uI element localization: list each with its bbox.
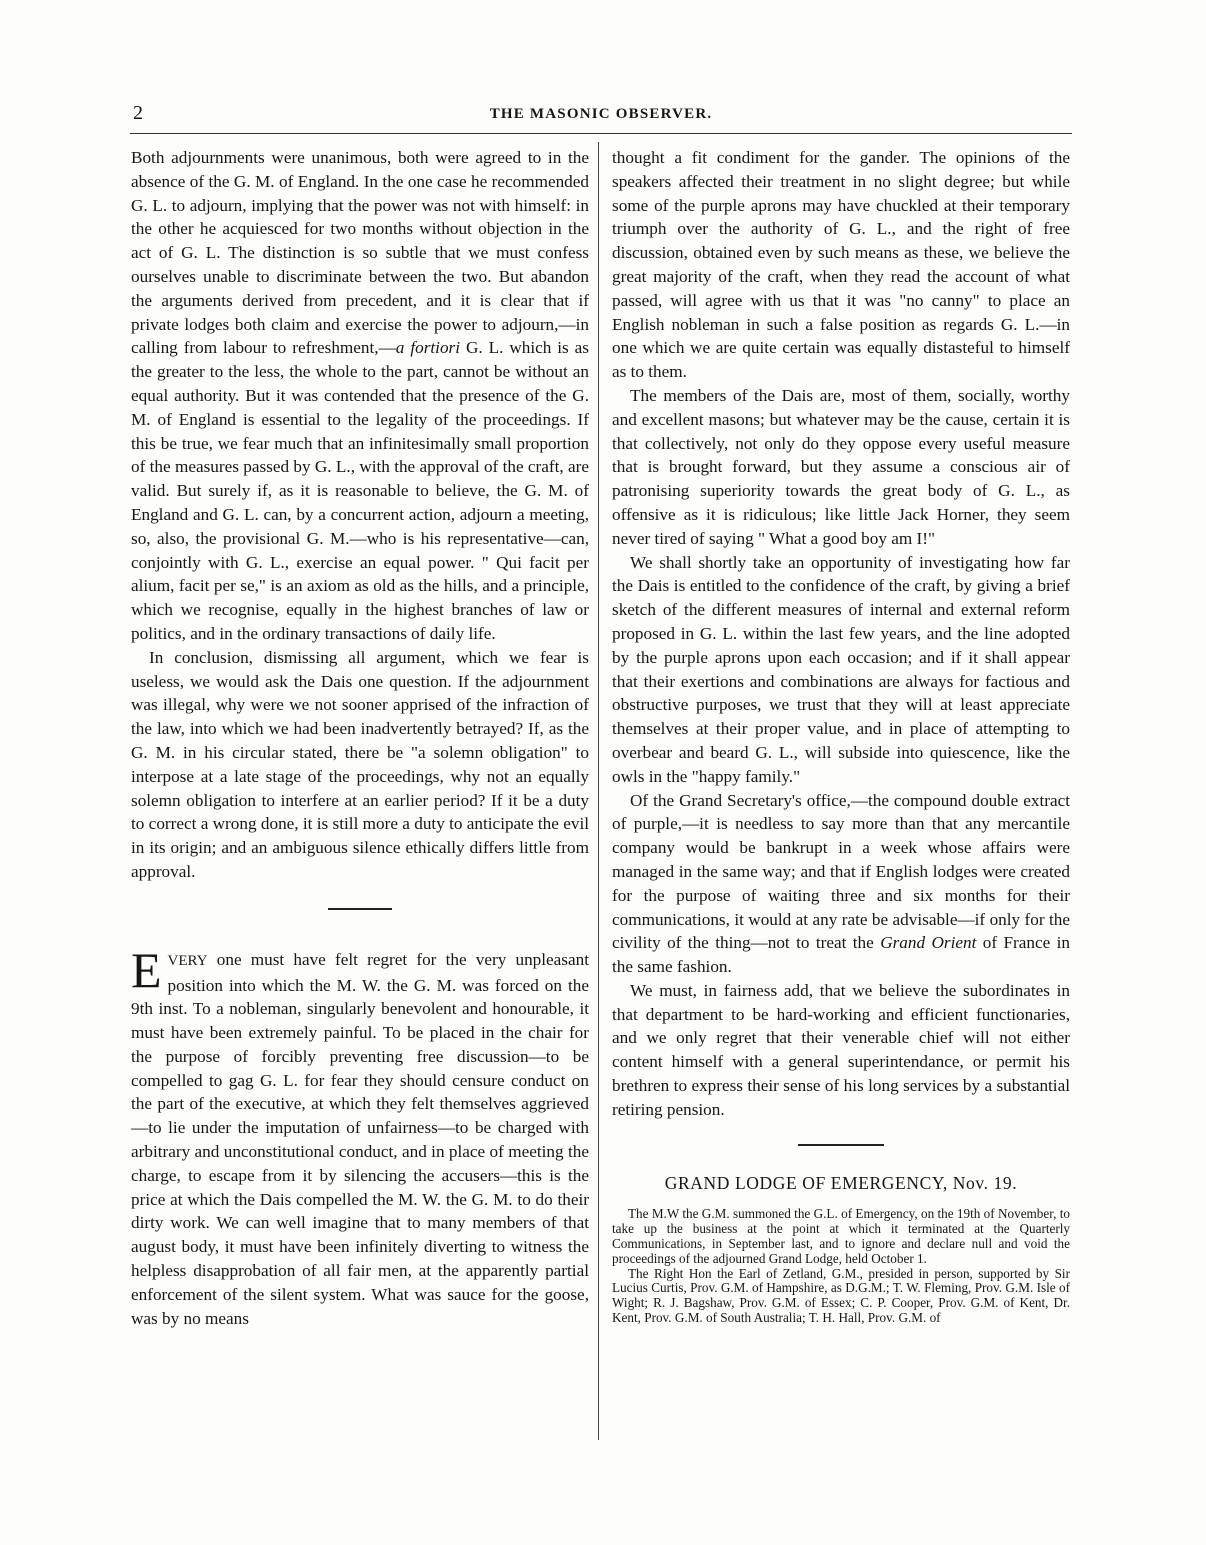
paragraph: thought a fit condiment for the gander. The opinions of the speakers affected their treatment in no slight degree; but while some of the purple aprons may have chuckled at their temporary triumph over the authority of G. L., and the right of free discussion, obtained even by such means as these, we believe the great majority of the craft, when they read the account of what passed, will agree with us that it was "no canny" to place an English nobleman in such a false position as regards G. L.—in one which we are quite certain was equally distasteful to himself as to them. (612, 148, 1070, 382)
publication-title: THE MASONIC OBSERVER. (489, 106, 713, 122)
paragraph: We must, in fairness add, that we believe the subordinates in that department to be hard-working and efficient functionaries, and we only regret that their venerable chief will not either content himself with a general superintendance, or permit his brethren to express their sense of his long services by a substantial retiring pension. (612, 980, 1070, 1119)
paragraph (131, 941, 589, 1331)
paragraph: We shall shortly take an opportunity of investigating how far the Dais is entitled to the confidence of the craft, by giving a brief sketch of the different measures of internal and external reform proposed in G. L. within the last few years, and the line adopted by the purple aprons upon each occasion; and if it shall appear that their exertions and combinations are always for factious and obstructive purposes, we trust that they will at least appreciate themselves at their proper value, and in place of attempting to overbear and beard G. L., will subside into quiescence, like the owls in the "happy family." (612, 552, 1070, 786)
paragraph (131, 146, 589, 646)
italic-text: Grand Orient (880, 933, 977, 953)
text-run: of France in the same fashion. (612, 933, 1070, 977)
left-column (131, 146, 589, 1330)
right-column (612, 146, 1070, 1326)
italic-text: a fortiori (395, 338, 460, 358)
page-header (130, 100, 1072, 128)
text-run: Both adjournments were unanimous, both were agreed to in the absence of the G. M. of England. In the one case he recommended G. L. to adjourn, implying that the power was not with himself: in the other he acquiesced for two months without objection in the act of G. L. The distinction is so subtle that we must confess ourselves unable to discriminate between the two. But abandon the arguments derived from precedent, and it is clear that if private lodges both claim and exercise the power to adjourn,—in calling from labour to refreshment,— (131, 148, 589, 358)
drop-cap: E (131, 941, 162, 998)
paragraph: In conclusion, dismissing all argument, which we fear is useless, we would ask the Dais one question. If the adjournment was illegal, why were we not sooner apprised of the infraction of the law, into which we had been inadvertently betrayed? If, as the G. M. in his circular stated, there be "a solemn obligation" to interpose at a late stage of the proceedings, why not an equally solemn obligation to interfere at an earlier period? If it be a duty to correct a wrong done, it is still more a duty to anticipate the evil in its origin; and an ambiguous silence ethically differs little from approval. (131, 647, 589, 881)
paragraph (612, 789, 1070, 979)
report-text (612, 1207, 1070, 1325)
text-run: Of the Grand Secretary's office,—the compound double extract of purple,—it is needless to say more than that any mercantile company would be bankrupt in a week whose affairs were managed in the same way; and that if English lodges were created for the purpose of waiting three and six months for their communications, it would at any rate be advisable—if only for the civility of the thing—not to treat the (612, 790, 1070, 953)
page-number: 2 (133, 102, 143, 124)
header-rule (130, 133, 1072, 134)
section-heading: GRAND LODGE OF EMERGENCY, Nov. 19. (664, 1172, 1018, 1193)
text-run: one must have felt regret for the very unpleasant position into which the M. W. the G. M. was forced on the 9th inst. To a nobleman, singularly benevolent and honourable, it must have been extremely painful. To be placed in the chair for the purpose of forcibly preventing free discussion—to be compelled to gag G. L. for fear they should censure conduct on the part of the executive, at which they felt themselves aggrieved—to lie under the imputation of unfairness—to be charged with arbitrary and unconstitutional conduct, and in place of meeting the charge, to escape from it by silencing the accusers—this is the price at which the Dais compelled the M. W. the G. M. to do their dirty work. We can well imagine that to many members of that august body, it must have been infinitely diverting to witness the helpless disapprobation of all fair men, at the apparently partial enforcement of the silent system. What was sauce for the goose, was by no means (131, 949, 589, 1328)
small-caps-text: VERY (167, 952, 208, 969)
column-divider (598, 142, 599, 1440)
text-run: G. L. which is as the greater to the less, the whole to the part, cannot be without an equal authority. But it was contended that the presence of the G. M. of England is essential to the legality of the proceedings. If this be true, we fear much that an infinitesimally small proportion of the measures passed by G. L., with the approval of the craft, are valid. But surely if, as it is reasonable to believe, the G. M. of England and G. L. can, by a concurrent action, adjourn a meeting, so, also, the provisional G. M.—who is his representative—can, conjointly with G. L., exercise an equal power. " Qui facit per alium, facit per se," is an axiom as old as the hills, and a principle, which we recognise, equally in the highest branches of law or politics, and in the ordinary transactions of daily life. (131, 338, 589, 643)
paragraph: The members of the Dais are, most of them, socially, worthy and excellent masons; but whatever may be the cause, certain it is that collectively, not only do they oppose every useful measure that is brought forward, but they assume a conscious air of patronising superiority towards the great body of G. L., as offensive as it is ridiculous; like little Jack Horner, they seem never tired of saying " What a good boy am I!" (612, 385, 1070, 548)
paragraph: The M.W the G.M. summoned the G.L. of Emergency, on the 19th of November, to take up the business at the point at which it terminated at the Quarterly Communications, in September last, and to ignore and declare null and void the proceedings of the adjourned Grand Lodge, held October 1. (612, 1206, 1070, 1266)
paragraph: The Right Hon the Earl of Zetland, G.M., presided in person, supported by Sir Lucius Curtis, Prov. G.M. of Hampshire, as D.G.M.; T. W. Fleming, Prov. G.M. Isle of Wight; R. J. Bagshaw, Prov. G.M. of Essex; C. P. Cooper, Prov. G.M. of Kent, Dr. Kent, Prov. G.M. of South Australia; T. H. Hall, Prov. G.M. of (612, 1265, 1070, 1326)
